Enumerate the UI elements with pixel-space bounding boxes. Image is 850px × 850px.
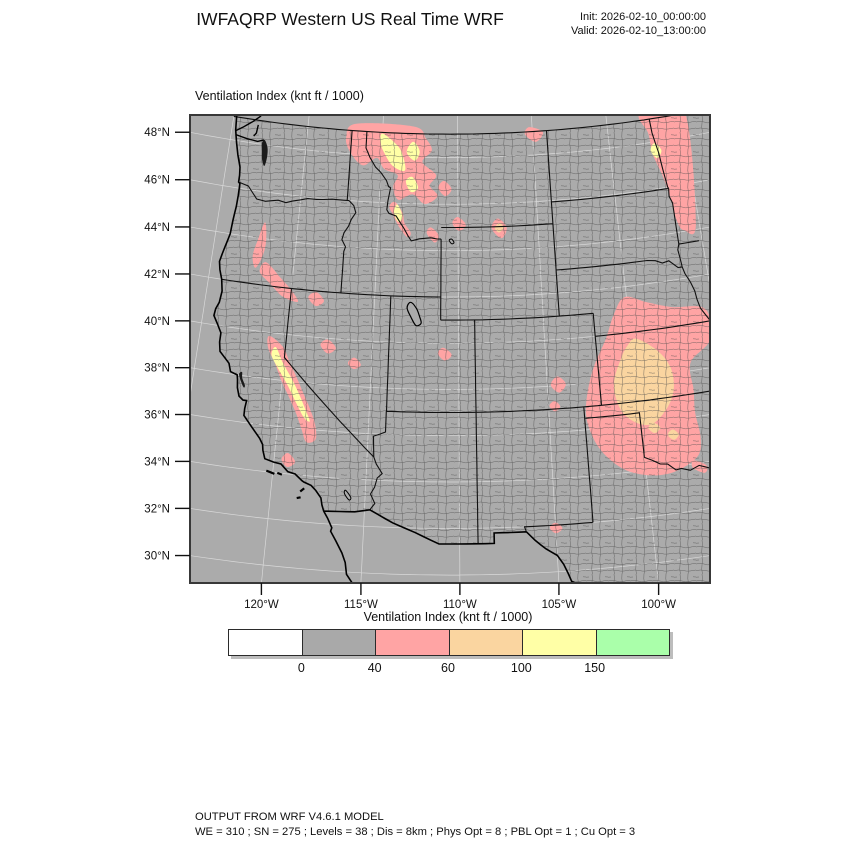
footer-line1: OUTPUT FROM WRF V4.6.1 MODEL xyxy=(195,811,384,823)
lat-tick-label: 34°N xyxy=(144,456,170,469)
legend-colorbar xyxy=(228,629,670,656)
legend-segment-60-to-100 xyxy=(449,630,523,655)
init-time: Init: 2026-02-10_00:00:00 xyxy=(580,11,706,23)
lat-tick-label: 32°N xyxy=(144,503,170,516)
legend-title: Ventilation Index (knt ft / 1000) xyxy=(363,610,533,624)
footer-line2: WE = 310 ; SN = 275 ; Levels = 38 ; Dis = 8km ; Phys Opt = 8 ; PBL Opt = 1 ; Cu Opt = 3 xyxy=(195,825,636,838)
legend-threshold-150: 150 xyxy=(584,661,606,675)
map-title: Ventilation Index (knt ft / 1000) xyxy=(195,89,364,103)
legend-threshold-100: 100 xyxy=(510,661,532,675)
legend-threshold-40: 40 xyxy=(367,661,382,675)
legend-segment-above-150 xyxy=(596,630,670,655)
lat-tick-label: 36°N xyxy=(144,409,170,422)
legend-segment-0-to-40 xyxy=(302,630,376,655)
lat-tick-label: 38°N xyxy=(144,362,170,375)
legend-segment-40-to-60 xyxy=(375,630,449,655)
lon-tick-label: 100°W xyxy=(641,599,676,611)
legend-threshold-60: 60 xyxy=(441,661,455,675)
lon-tick-label: 110°W xyxy=(442,599,477,611)
legend-segment-100-to-150 xyxy=(522,630,596,655)
lon-tick-label: 115°W xyxy=(344,599,378,611)
legend-threshold-0: 0 xyxy=(297,661,305,675)
page-title: IWFAQRP Western US Real Time WRF xyxy=(196,9,504,29)
lat-tick-label: 42°N xyxy=(144,268,170,281)
footer-model-info xyxy=(195,810,635,839)
lat-tick-label: 40°N xyxy=(144,315,170,328)
lon-tick-label: 120°W xyxy=(244,599,279,611)
map-canvas xyxy=(108,91,793,622)
lat-tick-label: 30°N xyxy=(144,550,170,563)
lon-tick-label: 105°W xyxy=(541,599,577,611)
lat-tick-label: 48°N xyxy=(144,127,170,140)
valid-time: Valid: 2026-02-10_13:00:00 xyxy=(571,25,706,37)
lat-tick-label: 44°N xyxy=(144,221,170,234)
lat-tick-label: 46°N xyxy=(144,174,170,187)
legend-segment-below-0 xyxy=(229,630,302,655)
